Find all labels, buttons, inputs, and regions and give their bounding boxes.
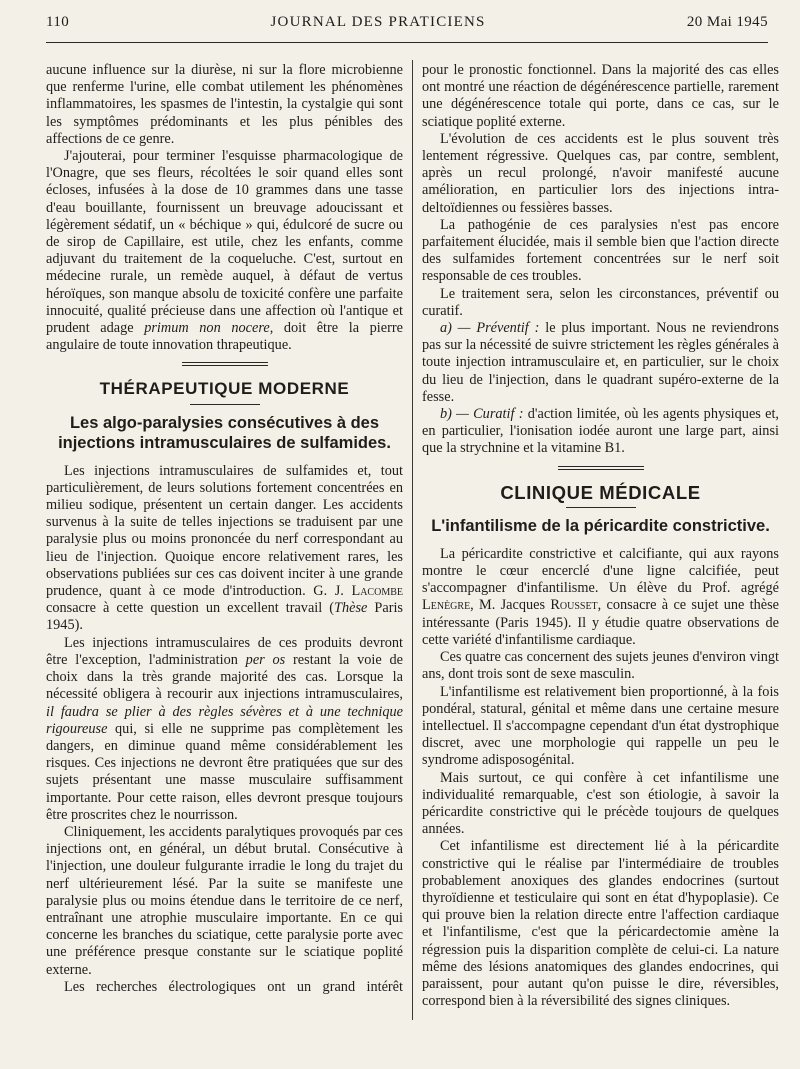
header-rule bbox=[46, 42, 768, 43]
paragraph: La péricardite constrictive et calcifiante, qui aux rayons montre le cœur encerclé d'une ligne calcifiée, peut s'accompagner d'infantilisme. Un élève du Prof. agrégé Lenègre, M. Jacques Rousset, consacre à ce sujet une thèse intéressante (Paris 1945). Il y étudie quatre observations de cette variété d'infantilisme cardiaque. bbox=[422, 545, 779, 648]
page-number: 110 bbox=[46, 14, 70, 30]
left-column bbox=[46, 62, 403, 996]
article-title-algo-paralysies: Les algo-paralysies consécutives à des injections intramusculaires de sulfamides. bbox=[58, 413, 391, 452]
title-separator bbox=[566, 507, 636, 508]
paragraph: Ces quatre cas concernent des sujets jeunes d'environ vingt ans, dont trois sont de sexe masculin. bbox=[422, 649, 779, 683]
journal-title: JOURNAL DES PRATICIENS bbox=[270, 14, 486, 30]
section-separator bbox=[558, 466, 644, 470]
section-heading-clinique: CLINIQUE MÉDICALE bbox=[500, 481, 701, 503]
paragraph: Les recherches électrologiques ont un grand intérêt bbox=[64, 978, 403, 995]
paragraph: Cliniquement, les accidents paralytiques provoqués par ces injections ont, en général, un début brutal. Consécutive à l'injection, une douleur fulgurante irradie le long du trajet du nerf ultérieurement lésé. Par la suite se manifeste une paralysie plus ou moins étendue dans le territoire de ce nerf, entraînant une atrophie musculaire importante. En ce qui concerne les branches du sciatique, cette paralysie porte avec une préférence presque constante sur le sciatique poplité externe. bbox=[46, 823, 403, 978]
paragraph: b) — Curatif : d'action limitée, où les agents physiques et, en particulier, l'ionisation iodée auront une large part, ainsi que la strychnine et la vitamine B1. bbox=[422, 406, 780, 457]
paragraph: J'ajouterai, pour terminer l'esquisse pharmacologique de l'Onagre, que ses fleurs, récoltées le soir quand elles sont écloses, infusées à la dose de 10 grammes dans une tasse d'eau bouillante, fournissent un breuvage adoucissant et légèrement sédatif, un « béchique » qui, édulcoré de sucre ou de sirop de Capillaire, est utile, chez les enfants, comme adjuvant du traitement de la coqueluche. C'est, surtout en médecine rurale, un remède auquel, à défaut de vertus héroïques, son manque absolu de toxicité confère une parfaite innocuité, qualité précieuse dans une affection où l'antique et prudent adage primum non nocere, doit être la pierre angulaire de toute innovation thrapeutique. bbox=[46, 148, 403, 354]
right-column bbox=[422, 62, 779, 1010]
paragraph: L'infantilisme est relativement bien proportionné, à la fois pondéral, statural, génital et même dans une certaine mesure intellectuel. Il s'accompagne cependant d'un état dystrophique discret, avec une morphologie qui rappelle un peu le syndrome adisposogénital. bbox=[422, 683, 779, 769]
section-heading-therapeutique: THÉRAPEUTIQUE MODERNE bbox=[99, 379, 350, 399]
paragraph: La pathogénie de ces paralysies n'est pas encore parfaitement élucidée, mais il semble bien que l'action directe des sulfamides fortement concentrées sur le nerf soit responsable de ces troubles. bbox=[422, 216, 779, 285]
paragraph: Cet infantilisme est directement lié à la péricardite constrictive qui le réalise par l'intermédiaire de troubles probablement anoxiques des glandes endocrines (surtout thyroïdienne et testiculaire qui sont en état d'hypoplasie). Ce qui prouve bien la relation directe entre l'affection cardiaque et l'infantilisme, c'est que la péricardectomie amène la régression puis la disparition complète de celui-ci. La nature même des lésions anatomiques des glandes endocrines, qui paraissent, pour autant qu'on puisse le dire, réversibles, correspond bien à la réversibilité des signes cliniques. bbox=[422, 838, 779, 1010]
title-separator bbox=[190, 404, 260, 405]
paragraph: a) — Préventif : le plus important. Nous ne reviendrons pas sur la nécessité de suivre strictement les règles générales à toute injection intramusculaire et, en particulier, sur le choix du lieu de l'injection, dans le quadrant supéro-externe de la fesse. bbox=[422, 320, 779, 405]
page-header bbox=[46, 14, 768, 40]
paragraph: Le traitement sera, selon les circonstances, préventif ou curatif. bbox=[422, 285, 779, 319]
column-divider bbox=[412, 60, 413, 1020]
paragraph: Les injections intramusculaires de sulfamides et, tout particulièrement, de leurs solutions fortement concentrées en milieu sodique, présentent un certain danger. Les accidents survenus à la suite de telles injections se traduisent par une paralysie plus ou moins prononcée du nerf correspondant au lieu de l'injection. Quoique encore relativement rares, les observations publiées sur ces cas doivent inciter à une grande prudence, quant à ce mode d'introduction. G. J. Lacombe consacre à cette question un excellent travail (Thèse Paris 1945). bbox=[46, 462, 403, 634]
article-title-infantilisme: L'infantilisme de la péricardite constrictive. bbox=[431, 516, 770, 535]
paragraph: L'évolution de ces accidents est le plus souvent très lentement régressive. Quelques cas, par contre, semblent, après un recul prolongé, n'avoir manifesté aucune amélioration, en particulier lors des injections intra-deltoïdiennes ou fessières basses. bbox=[422, 130, 779, 216]
paragraph: aucune influence sur la diurèse, ni sur la flore microbienne que renferme l'urine, elle combat utilement les phénomènes inflammatoires, les spasmes de l'intestin, la cystalgie qui sont les symptômes prédominants et les plus pénibles des affections de ce genre. bbox=[46, 62, 403, 147]
issue-date: 20 Mai 1945 bbox=[686, 14, 768, 30]
section-separator bbox=[182, 362, 268, 366]
paragraph: Mais surtout, ce qui confère à cet infantilisme une individualité remarquable, c'est son étiologie, à savoir la péricardite constrictive qui le précède toujours de quelques années. bbox=[422, 769, 779, 838]
paragraph: Les injections intramusculaires de ces produits devront être l'exception, l'administration per os restant la voie de choix dans la très grande majorité des cas. Lorsque la nécessité obligera à recourir aux injections intramusculaires, il faudra se plier à des règles sévères et à une technique rigoureuse qui, si elle ne supprime pas complètement les dangers, en diminue quand même considérablement les risques. Ces injections ne devront être pratiquées que sur des sujets présentant une masse musculaire suffisamment importante. Pour cette raison, elles devront presque toujours être proscrites chez le nourrisson. bbox=[46, 634, 403, 823]
paragraph: pour le pronostic fonctionnel. Dans la majorité des cas elles ont montré une réaction de dégénérescence partielle, rarement une dégénérescence totale qui porte, dans ce cas, sur le sciatique poplité externe. bbox=[422, 62, 779, 130]
